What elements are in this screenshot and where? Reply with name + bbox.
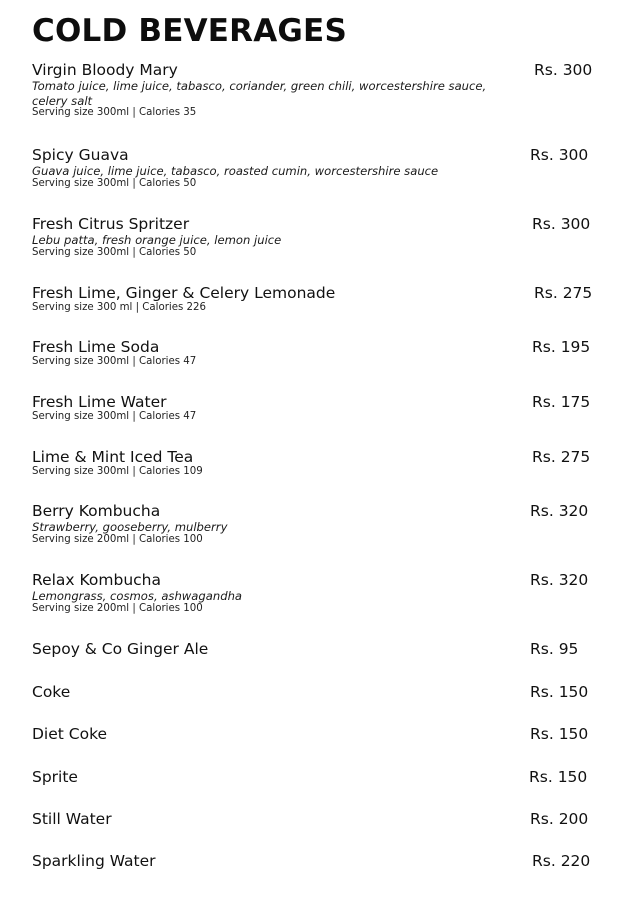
item-name: Sparkling Water bbox=[32, 852, 156, 870]
item-price: Rs. 300 bbox=[534, 61, 593, 79]
item-name: Fresh Lime Soda bbox=[32, 338, 160, 356]
item-price: Rs. 300 bbox=[530, 146, 589, 164]
item-serving-info: Serving size 300ml | Calories 109 bbox=[32, 466, 203, 477]
item-serving-info: Serving size 300ml | Calories 47 bbox=[32, 356, 197, 367]
item-price: Rs. 150 bbox=[530, 683, 589, 701]
item-price: Rs. 150 bbox=[530, 725, 589, 743]
item-description: Guava juice, lime juice, tabasco, roasted cumin, worcestershire sauce bbox=[32, 164, 439, 178]
item-serving-info: Serving size 200ml | Calories 100 bbox=[32, 534, 203, 545]
item-name: Still Water bbox=[32, 810, 112, 828]
item-name: Fresh Citrus Spritzer bbox=[32, 215, 190, 233]
item-price: Rs. 195 bbox=[532, 338, 591, 356]
item-name: Berry Kombucha bbox=[32, 502, 161, 520]
item-name: Lime & Mint Iced Tea bbox=[32, 448, 194, 466]
item-name: Fresh Lime, Ginger & Celery Lemonade bbox=[32, 284, 336, 302]
item-price: Rs. 275 bbox=[532, 448, 591, 466]
item-name: Coke bbox=[32, 683, 71, 701]
page-title: COLD BEVERAGES bbox=[32, 13, 347, 49]
item-name: Sprite bbox=[32, 768, 78, 786]
item-price: Rs. 275 bbox=[534, 284, 593, 302]
item-price: Rs. 150 bbox=[529, 768, 588, 786]
item-price: Rs. 320 bbox=[530, 502, 589, 520]
item-serving-info: Serving size 300ml | Calories 50 bbox=[32, 247, 197, 258]
item-serving-info: Serving size 300ml | Calories 50 bbox=[32, 178, 197, 189]
item-name: Diet Coke bbox=[32, 725, 108, 743]
item-price: Rs. 320 bbox=[530, 571, 589, 589]
item-price: Rs. 200 bbox=[530, 810, 589, 828]
item-serving-info: Serving size 300ml | Calories 35 bbox=[32, 107, 197, 118]
item-description: Tomato juice, lime juice, tabasco, coriander, green chili, worcestershire sauce, celery salt bbox=[32, 79, 487, 108]
item-serving-info: Serving size 200ml | Calories 100 bbox=[32, 603, 203, 614]
item-name: Fresh Lime Water bbox=[32, 393, 167, 411]
item-name: Sepoy & Co Ginger Ale bbox=[32, 640, 209, 658]
item-price: Rs. 220 bbox=[532, 852, 591, 870]
item-description: Lebu patta, fresh orange juice, lemon juice bbox=[32, 233, 282, 247]
item-description: Lemongrass, cosmos, ashwagandha bbox=[32, 589, 243, 603]
item-serving-info: Serving size 300 ml | Calories 226 bbox=[32, 302, 206, 313]
item-price: Rs. 95 bbox=[530, 640, 579, 658]
item-name: Virgin Bloody Mary bbox=[32, 61, 178, 79]
item-name: Relax Kombucha bbox=[32, 571, 161, 589]
item-price: Rs. 300 bbox=[532, 215, 591, 233]
item-description: Strawberry, gooseberry, mulberry bbox=[32, 520, 228, 534]
item-serving-info: Serving size 300ml | Calories 47 bbox=[32, 411, 197, 422]
item-name: Spicy Guava bbox=[32, 146, 129, 164]
item-price: Rs. 175 bbox=[532, 393, 591, 411]
